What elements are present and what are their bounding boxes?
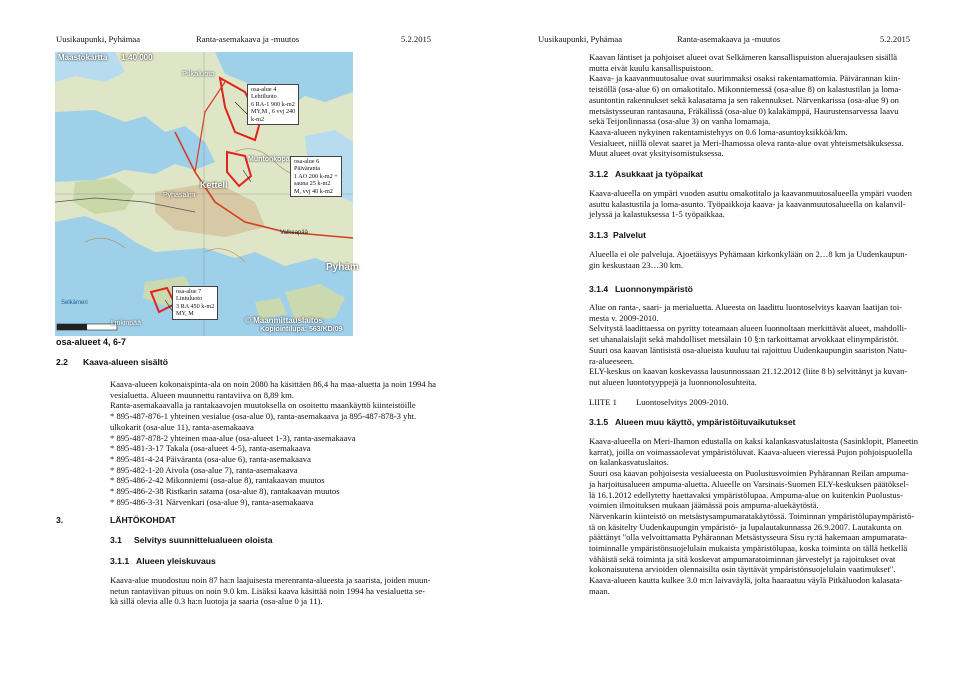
section-3-1-5-number: 3.1.5	[589, 417, 609, 427]
left-header-title: Ranta-asemakaava ja -muutos	[196, 34, 300, 44]
section-3-1-2-title: Asukkaat ja työpaikat	[615, 169, 703, 179]
right-header-org: Uusikaupunki, Pyhämaa	[538, 34, 623, 44]
section-3-number: 3.	[56, 515, 64, 525]
section-3-1-3-title: Palvelut	[613, 230, 646, 240]
map-place-valkeapaa: Valkeapää	[280, 230, 308, 236]
section-3-1-1-number: 3.1.1	[110, 556, 130, 566]
section-3-1-number: 3.1	[110, 535, 122, 545]
section-3-1-1-title: Alueen yleiskuvaus	[136, 556, 216, 566]
map-place-muntonkopa: Muntonkopa	[248, 156, 290, 163]
area-7-label: osa-alue 7 Lintuluoto 3 RA 450 k-m2 MY, M	[172, 286, 218, 320]
map-place-pilkaluoto: Pilkaluoto	[182, 69, 215, 78]
map-copyright: © Maanmittauslaitos	[245, 316, 323, 325]
section-3-1-2-number: 3.1.2	[589, 169, 609, 179]
section-3-1-4-number: 3.1.4	[589, 284, 609, 294]
property-item: * 895-486-2-42 Mikonniemi (osa-alue 8), rantakaavan muutos	[110, 475, 325, 486]
left-header-date: 5.2.2015	[401, 34, 432, 44]
paragraph-3-1-2: Kaava-alueella on ympäri vuoden asuttu omakotitalo ja kaavanmuutosalueella ympäri vuoden asuttu kalastustila ja loma-asunto. Työpaikkoja kaava- ja kaavanmuutosalueella on kalanvil- jelyssä ja kalastuksessa 1-5 työpaikkaa.	[589, 188, 912, 220]
section-2-2-number: 2.2	[56, 357, 68, 367]
map-place-pyhasalmi: Pyhasalmi	[163, 192, 196, 199]
section-3-1-4-title: Luonnonympäristö	[615, 284, 693, 294]
section-2-2-title: Kaava-alueen sisältö	[83, 357, 169, 367]
section-3-1-5-title: Alueen muu käyttö, ympäristöituvaikutukset	[615, 417, 796, 427]
attachment-text: Luontoselvitys 2009-2010.	[636, 397, 729, 407]
section-3-title: LÄHTÖKOHDAT	[110, 515, 176, 525]
map-scale-label: 1:40 000	[121, 53, 153, 62]
property-item: ulkokarit (osa-alue 11), ranta-asemakaava	[110, 421, 254, 432]
property-item: * 895-482-1-20 Aivola (osa-alue 7), ranta-asemakaava	[110, 464, 298, 475]
map-caption: osa-alueet 4, 6-7	[56, 337, 127, 347]
map-place-pyhamaa: Pyhäm	[326, 262, 359, 273]
area-4-label: osa-alue 4 Lehtiluoto 6 RA-1 900 k-m2 MY,M , 6 vvj 240 k-m2	[247, 84, 299, 125]
property-item: * 895-481-4-24 Päiväranta (osa-alue 6), ranta-asemakaava	[110, 453, 311, 464]
map-place-linkinpaa: Linkinpää	[111, 320, 141, 327]
right-paragraph-top: Kaavan läntiset ja pohjoiset alueet ovat Selkämeren kansallispuiston aluerajauksen sisällä mutta eivät kuulu kansallispuistoon. Kaava- ja kaavanmuutosalue ovat suurimmaksi osaksi rakentamattomia. Päivärannan kiin- teistöllä (osa-alue 6) on omakotitalo. Mikonniemessä (osa-alue 8) on kalastustilan ja loma- asuntontin rakennukset sekä kalasatama ja sen rakennukset. Närvenkarissa (osa-alue 9) on metsästysseuran rantasauna, Fräkälissä (osa-alue 0) kalakämppä, Haurustensarvessa laavu sekä Teijonlinnassa (osa-alue 3) on vanha lomamaja. Kaava-alueen nykyinen rakentamistehyys on 0.6 loma-asuntoyksikköä/km. Vesialueet, niillä olevat saaret ja Meri-Ihamossa oleva ranta-alue ovat yhteismetsäkuksessa. Muut alueet ovat yksityisomistuksessa.	[589, 52, 904, 159]
left-paragraph-2-2: Kaava-alueen kokonaispinta-ala on noin 2080 ha käsittäen 86,4 ha maa-aluetta ja noin 1994 ha vesialuetta. Alueen muunnettu rantaviiva on 8,89 km. Ranta-asemakaavalla ja rantakaavojen muutoksella on osoitettu maankäyttö kiinteistöille * 895-487-876-1 yhteinen vesialue (osa-alue 0), ranta-asemakaava ja 895-487-878-3 yht. ulkokarit (osa-alue 11), ranta-asemakaava * 895-487-878-2 yhteinen maa-alue (osa-alueet 1-3), ranta-asemakaava * 895-481-3-17 Takala (osa-alueet 4-5), ranta-asemakaava * 895-481-4-24 Päiväranta (osa-alue 6), ranta-asemakaava * 895-482-1-20 Aivola (osa-alue 7), ranta-asemakaava * 895-486-2-42 Mikonniemi (osa-alue 8), rantakaavan muutos * 895-486-2-38 Ristkarin satama (osa-alue 8), rantakaavan muutos * 895-486-3-31 Närvenkari (osa-alue 9), ranta-asemakaava	[110, 379, 436, 507]
map-place-selkameri: Selkämeri	[61, 300, 88, 306]
property-item: * 895-481-3-17 Takala (osa-alueet 4-5), ranta-asemakaava	[110, 443, 311, 454]
property-item: * 895-486-3-31 Närvenkari (osa-alue 9), ranta-asemakaava	[110, 496, 314, 507]
attachment-label: LIITE 1	[589, 397, 617, 407]
map-license: Kopiointilupa: 563/KD/09	[260, 326, 343, 333]
property-item: * 895-487-876-1 yhteinen vesialue (osa-alue 0), ranta-asemakaava ja 895-487-878-3 yht.	[110, 411, 417, 422]
property-item: * 895-487-878-2 yhteinen maa-alue (osa-alueet 1-3), ranta-asemakaava	[110, 432, 356, 443]
paragraph-3-1-4: Alue on ranta-, saari- ja merialuetta. Alueesta on laadittu luontoselvitys kaavan laatijan toi- mesta v. 2009-2010. Selvitystä laadittaessa on pyritty toteamaan alueen luonnoltaan merkittävät alueet, mahdolli- set uhanalaislajit sekä mahdolliset metsälain 10 §:n tarkoittamat arvokkaat elinympäristöt. Suuri osa kaavan läntisistä osa-alueista kuuluu tai rajoittuu Uudenkaupungin saariston Natu- ra-alueeseen. ELY-keskus on kaavan koskevassa lausunnossaan 21.12.2012 (liite 8 b) selvittänyt ja kuvan- nut alueen luontotyyppejä ja luonnonolosuhteita.	[589, 302, 908, 387]
paragraph-3-1-3: Alueella ei ole palveluja. Ajoetäisyys Pyhämaan kirkonkylään on 2…8 km ja Uudenkaupun- gin keskustaan 23…30 km.	[589, 249, 908, 270]
area-6-label: osa-alue 6 Päiväranta 1 AO 200 k-m2 + sauna 25 k-m2 M, vvj 40 k-m2	[290, 156, 342, 197]
map-place-ketteli: Ketteli	[200, 180, 228, 190]
map-title: Maastokartta	[58, 53, 108, 62]
property-item: * 895-486-2-38 Ristkarin satama (osa-alue 8), rantakaavan muutos	[110, 486, 340, 497]
section-3-1-title: Selvitys suunnittelualueen oloista	[134, 535, 273, 545]
left-header-org: Uusikaupunki, Pyhämaa	[56, 34, 141, 44]
paragraph-3-1-5: Kaava-alueella on Meri-Ihamon edustalla on kaksi kalankasvatuslaitosta (Sasinklopit, Planeetin karrat), joilla on voimassaolevat ympäristöluvat. Kaava-alueen vieressä Pujon pohjoispuolella on kalankasvatuslaitos. Suuri osa kaavan pohjoisesta vesialueesta on Puolustusvoimien Pyhärannan Reilan ampuma- ja harjoitusalueen ampuma-aluetta. Alueelle on Varsinais-Suomen ELY-keskuksen päätöksel- lä 16.1.2012 edellytetty haettavaksi ympäristölupaa. Ampuma-alue on kuitenkin Puolustus- voimien ilmoituksen mukaan jäämässä pois ampuma-aluekäytöstä. Närvenkarin kiinteistö on metsästysampumaratakäytössä. Toiminnan ympäristölupaympäristö- tä on käsitelty Uudenkaupungin ympäristö- ja lupalautakunnassa 26.9.2007. Lautakunta on päättänyt "olla velvoittamatta Pyhärannan Metsästysseura Sisu ry:tä hakemaan ampumarata- toiminnalle ympäristönsuojelulain mukaista ympäristölupaa, koska toiminta on tällä hetkellä vähäistä sekä toiminta ja sitä koskevat ampumaratoiminnan järvestelyt ja rajoitukset ovat kokonaisuutena arvioiden olennaisilta osin täyttävät ympäristönsuojelulain vaatimukset". Kaava-alueen kautta kulkee 3.0 m:n laivaväylä, jolta haaraatuu väylä Pitkäluodon kalasata- maan.	[589, 436, 919, 596]
right-header-title: Ranta-asemakaava ja -muutos	[677, 34, 781, 44]
topographic-map	[55, 52, 359, 336]
section-3-1-3-number: 3.1.3	[589, 230, 609, 240]
right-header-date: 5.2.2015	[880, 34, 911, 44]
left-paragraph-3-1-1: Kaava-alue muodostuu noin 87 ha:n laajuisesta merenranta-alueesta ja saarista, joiden muun- netun rantaviivan pituus on noin 9.0 km. Lisäksi kaava käsittää noin 1994 ha vesialuetta se- kä sillä olevia alle 0.3 ha:n luotoja ja saaria (osa-alue 0 ja 11).	[110, 575, 431, 607]
